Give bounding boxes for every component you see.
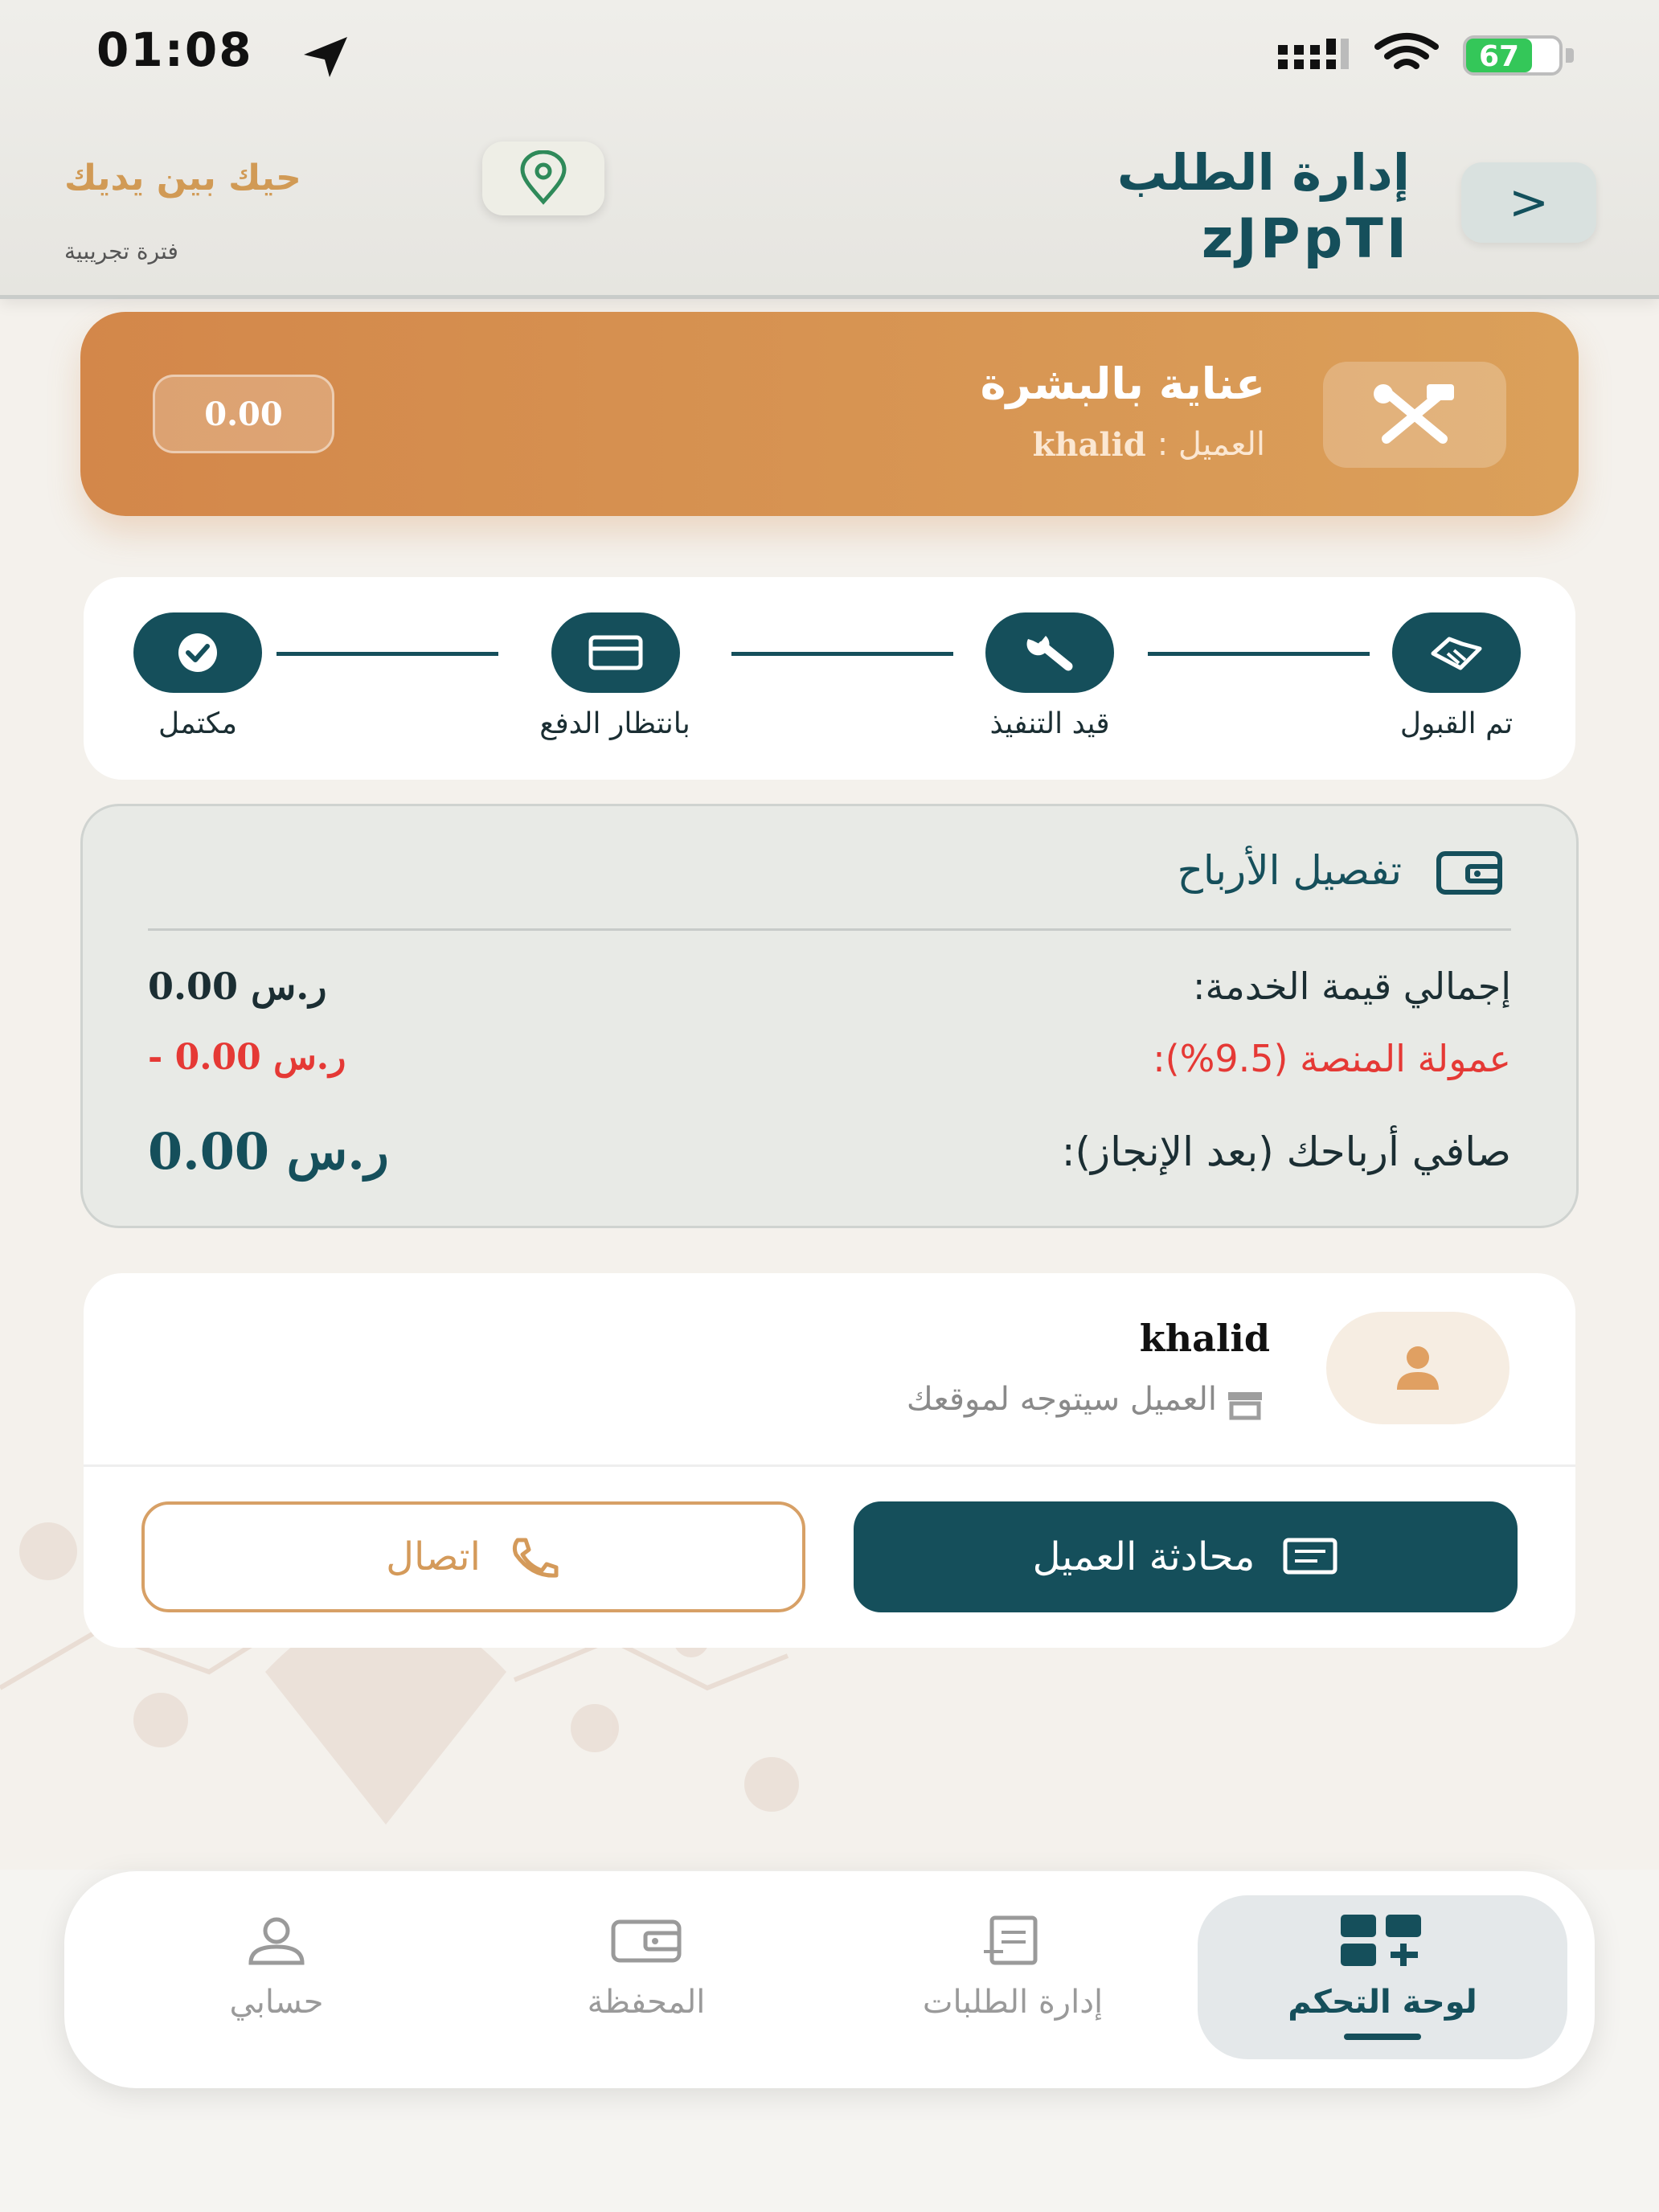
step-accepted — [1392, 612, 1521, 693]
service-client — [1033, 426, 1265, 464]
earnings-title: تفصيل الأرباح — [1177, 847, 1402, 894]
user-icon — [1386, 1340, 1450, 1396]
step-label-in-progress: قيد التنفيذ — [989, 707, 1110, 740]
service-icon-box — [1323, 362, 1506, 468]
step-connector — [1148, 652, 1370, 656]
app-tagline: حيك بين يديك — [64, 158, 301, 199]
client-location-note: العميل سيتوجه لموقعك — [906, 1381, 1217, 1418]
card-icon — [588, 633, 644, 673]
service-title: عناية بالبشرة — [980, 358, 1265, 409]
phone-icon — [508, 1535, 561, 1579]
divider — [84, 1464, 1575, 1467]
nav-item-dashboard[interactable] — [1230, 1913, 1535, 2050]
app-logo — [482, 141, 604, 215]
battery-level: 67 — [1479, 40, 1520, 73]
tools-icon — [1370, 383, 1459, 447]
chat-client-label: محادثة العميل — [1032, 1534, 1256, 1579]
total-service-label: إجمالي قيمة الخدمة: — [1193, 965, 1511, 1008]
order-progress — [84, 577, 1575, 780]
commission-label: عمولة المنصة (9.5%): — [1153, 1037, 1511, 1080]
price-badge: 0.00 — [153, 375, 334, 453]
call-button[interactable] — [141, 1501, 805, 1612]
wifi-icon — [1374, 32, 1439, 77]
handshake-icon — [1428, 633, 1485, 673]
status-time: 01:08 — [96, 23, 253, 77]
divider — [148, 928, 1511, 931]
chat-client-button[interactable] — [854, 1501, 1518, 1612]
client-label: العميل : — [1157, 426, 1265, 463]
battery-icon — [1463, 35, 1575, 77]
chat-icon — [1282, 1537, 1338, 1577]
client-name: khalid — [1032, 426, 1146, 464]
client-name: khalid — [1139, 1317, 1270, 1360]
net-earnings-label: صافي أرباحك (بعد الإنجاز): — [1061, 1129, 1511, 1175]
nav-label-profile: حسابي — [229, 1984, 324, 2021]
page-title: إدارة الطلب — [1116, 143, 1410, 202]
nav-active-indicator — [1344, 2034, 1421, 2040]
back-button[interactable] — [1461, 162, 1596, 243]
commission-value: - 0.00 ر.س — [148, 1037, 346, 1078]
step-connector — [276, 652, 498, 656]
call-label: اتصال — [386, 1534, 481, 1579]
check-icon — [175, 630, 220, 675]
step-connector — [731, 652, 953, 656]
location-arrow-icon — [297, 32, 354, 80]
nav-label-wallet: المحفظة — [587, 1984, 706, 2021]
step-label-awaiting-payment: بانتظار الدفع — [539, 707, 690, 740]
step-awaiting-payment — [551, 612, 680, 693]
wallet-icon — [1436, 849, 1503, 897]
profile-icon — [244, 1916, 309, 1966]
total-service-value: 0.00 ر.س — [148, 965, 327, 1008]
step-in-progress — [985, 612, 1114, 693]
nav-item-profile[interactable] — [124, 1913, 429, 2050]
signal-icon — [1278, 39, 1350, 72]
wallet-icon — [610, 1917, 682, 1965]
net-earnings-value: 0.00 ر.س — [148, 1122, 389, 1181]
chevron-right-icon: > — [1508, 174, 1550, 231]
trial-badge: فترة تجريبية — [64, 238, 178, 264]
avatar — [1326, 1312, 1509, 1424]
wrench-icon — [1022, 631, 1078, 674]
nav-label-dashboard: لوحة التحكم — [1288, 1984, 1477, 2021]
nav-item-wallet[interactable] — [494, 1913, 799, 2050]
dashboard-icon — [1341, 1915, 1424, 1968]
store-icon — [1225, 1389, 1265, 1421]
step-label-accepted: تم القبول — [1399, 707, 1514, 740]
map-pin-icon — [511, 150, 576, 207]
step-label-completed: مكتمل — [158, 707, 238, 740]
nav-item-orders[interactable] — [860, 1913, 1165, 2050]
order-code: zJPpTI — [1201, 207, 1410, 271]
orders-icon — [979, 1915, 1047, 1968]
step-completed — [133, 612, 262, 693]
nav-label-orders: إدارة الطلبات — [922, 1984, 1104, 2021]
